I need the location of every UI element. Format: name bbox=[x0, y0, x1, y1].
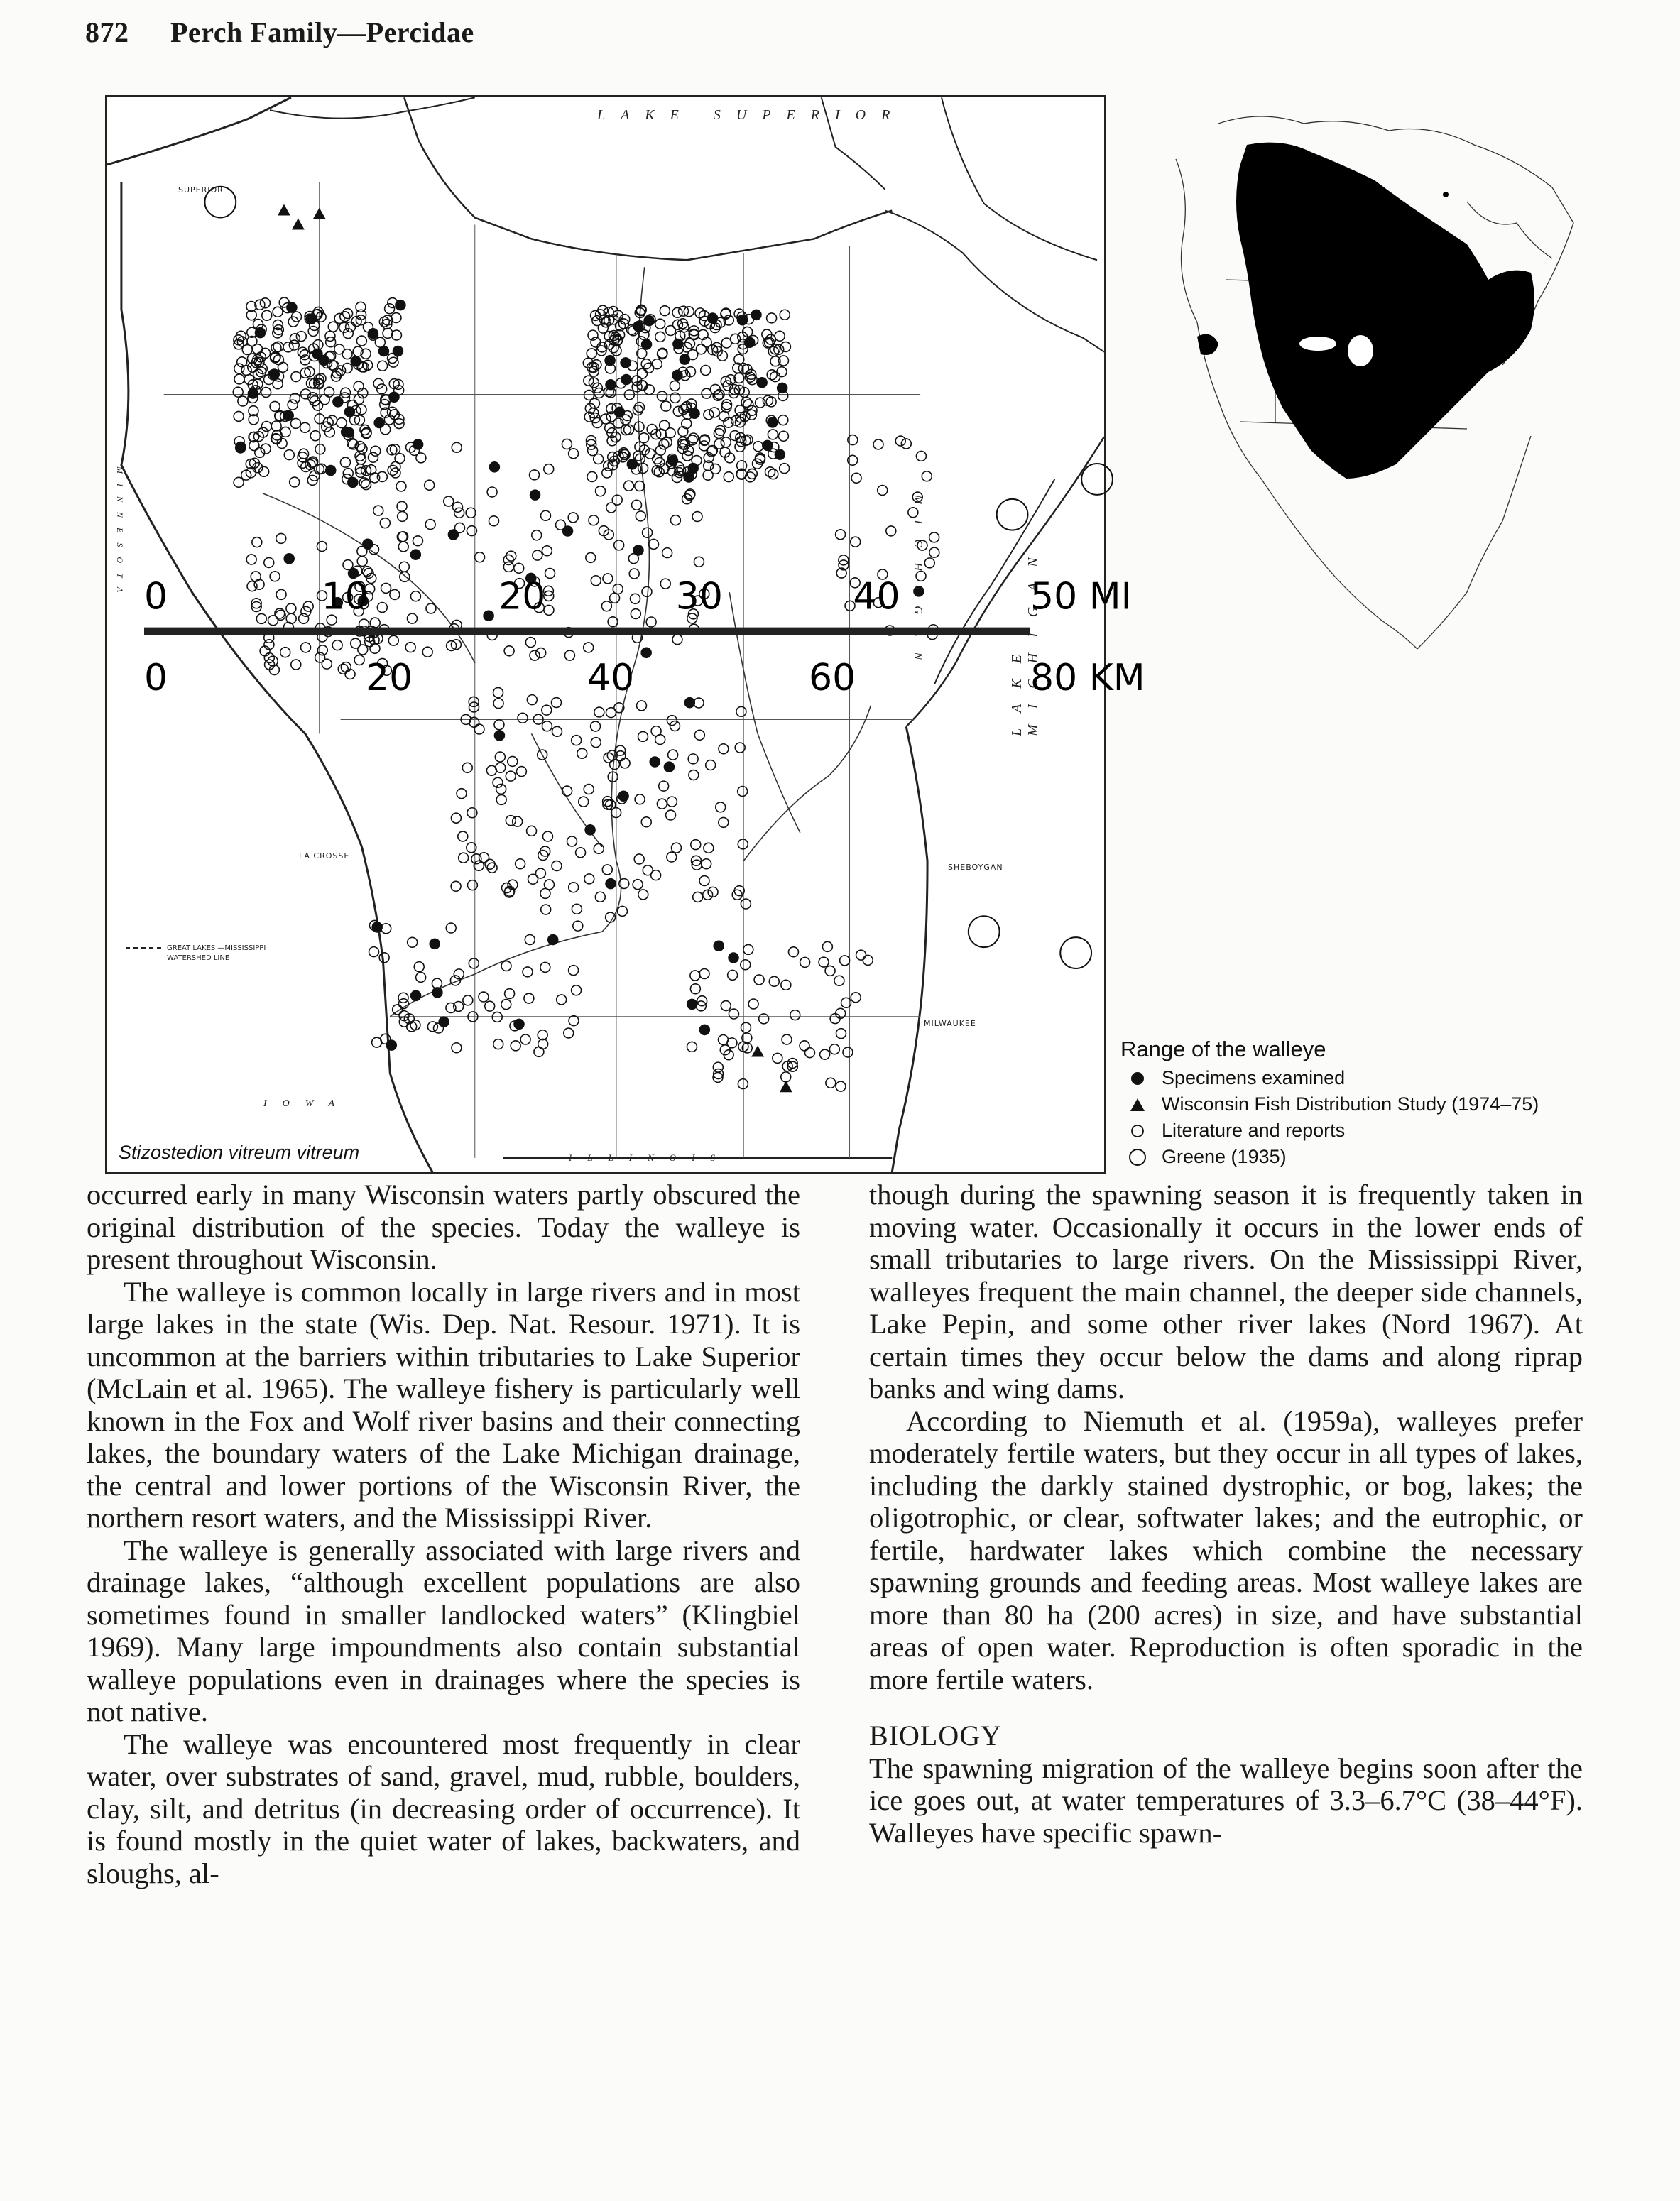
small-open-circle-icon bbox=[1128, 1121, 1147, 1141]
running-head-title: Perch Family—Percidae bbox=[170, 16, 474, 48]
scale-mi-label: 20 bbox=[498, 575, 546, 618]
wisconsin-distribution-map bbox=[105, 95, 1145, 1174]
scale-km-label: 0 bbox=[144, 657, 168, 699]
minnesota-label: MINNESOTA bbox=[115, 466, 125, 603]
scale-bar bbox=[107, 97, 1145, 1172]
large-open-circle-icon bbox=[1128, 1147, 1147, 1167]
illinois-label: ILLINOIS bbox=[569, 1152, 731, 1163]
filled-triangle-icon bbox=[1128, 1095, 1147, 1115]
scale-km-label: 60 bbox=[809, 657, 856, 699]
right-text-column bbox=[869, 1179, 1583, 1849]
legend-title: Range of the walleye bbox=[1120, 1037, 1326, 1061]
lake-michigan-label: LAKE MICHIGAN bbox=[1009, 542, 1041, 736]
legend-label: Greene (1935) bbox=[1162, 1146, 1287, 1167]
lake-superior-label: LAKE SUPERIOR bbox=[597, 107, 906, 123]
scale-mi-label: 0 bbox=[144, 575, 168, 618]
paragraph: The walleye is generally associated with large rivers and drainage lakes, “although excellent populations are also sometimes found in smaller landlocked waters” (Klingbiel 1969). Many large impoundments also contain substantial walleye populations even in drainages where the species is not native. bbox=[87, 1534, 800, 1727]
michigan-label: MICHIGAN bbox=[912, 495, 924, 676]
section-heading-biology: BIOLOGY bbox=[869, 1720, 1002, 1752]
legend-item bbox=[1120, 1091, 1539, 1118]
paragraph: occurred early in many Wisconsin waters partly obscured the original distribution of the species. Today the walleye is present throughout Wisconsin. bbox=[87, 1179, 800, 1275]
north-america-range-map bbox=[1133, 95, 1588, 649]
walleye-range-area bbox=[1236, 143, 1534, 479]
paragraph: The spawning migration of the walleye begins soon after the ice goes out, at water temperatures of 3.3–6.7°C (38–44°F). Walleyes have specific spawn- bbox=[869, 1752, 1583, 1849]
watershed-line-2: WATERSHED LINE bbox=[167, 954, 230, 962]
paragraph: The walleye was encountered most frequently in clear water, over substrates of sand, gravel, mud, rubble, boulders, clay, silt, and detritus (in decreasing order of occurrence). It is found mostly in the quiet water of lakes, backwaters, and sloughs, al- bbox=[87, 1727, 800, 1889]
scale-km-label: 20 bbox=[366, 657, 413, 699]
la-crosse-label: LA CROSSE bbox=[299, 851, 350, 861]
legend-item bbox=[1120, 1065, 1539, 1091]
scale-km-label: 40 bbox=[587, 657, 635, 699]
map-legend bbox=[1120, 1037, 1539, 1170]
superior-city-label: SUPERIOR bbox=[178, 185, 224, 195]
legend-item bbox=[1120, 1144, 1539, 1170]
left-text-column bbox=[87, 1179, 800, 1889]
filled-circle-icon bbox=[1128, 1069, 1147, 1088]
iowa-label: IOWA bbox=[263, 1098, 351, 1109]
paragraph: According to Niemuth et al. (1959a), walleyes prefer moderately fertile waters, but they occur in all types of lakes, including the darkly stained dystrophic, or bog, lakes; the oligotrophic, or clear, softwater lakes; and the eutrophic, or fertile, hardwater lakes which combine the necessary spawning grounds and feeding areas. Most walleye lakes are more than 80 ha (200 acres) in size, and have substantial areas of open water. Reproduction is often sporadic in the more fertile waters. bbox=[869, 1404, 1583, 1695]
legend-label: Wisconsin Fish Distribution Study (1974–75) bbox=[1162, 1093, 1539, 1115]
scale-mi-label: 40 bbox=[853, 575, 900, 618]
paragraph: The walleye is common locally in large rivers and in most large lakes in the state (Wis. Dep. Nat. Resour. 1971). It is uncommon at the barriers within tributaries to Lake Superior (McLain et al. 1965). The walleye fishery is particularly well known in the Fox and Wolf river basins and their connecting lakes, the boundary waters of the Lake Michigan drainage, the central and lower portions of the Wisconsin River, the northern resort waters, and the Mississippi River. bbox=[87, 1275, 800, 1534]
scale-km-label: 80 KM bbox=[1030, 657, 1145, 699]
scale-mi-label: 10 bbox=[321, 575, 369, 618]
scale-mi-label: 30 bbox=[675, 575, 723, 618]
milwaukee-label: MILWAUKEE bbox=[924, 1019, 976, 1028]
legend-label: Literature and reports bbox=[1162, 1120, 1346, 1141]
legend-label: Specimens examined bbox=[1162, 1067, 1346, 1088]
sheboygan-label: SHEBOYGAN bbox=[948, 863, 1003, 872]
legend-item bbox=[1120, 1118, 1539, 1144]
scale-mi-label: 50 MI bbox=[1030, 575, 1132, 618]
paragraph: though during the spawning season it is frequently taken in moving water. Occasionally it occurs in the lower ends of small tributaries to large rivers. On the Mississippi River, walleyes frequent the main channel, the deeper side channels, Lake Pepin, and some other river lakes (Nord 1967). At certain times they occur below the dams and along riprap banks and wing dams. bbox=[869, 1179, 1583, 1404]
running-head bbox=[85, 16, 474, 49]
page-number: 872 bbox=[85, 16, 129, 48]
watershed-line-1: GREAT LAKES —MISSISSIPPI bbox=[167, 944, 266, 952]
species-name: Stizostedion vitreum vitreum bbox=[119, 1142, 360, 1163]
